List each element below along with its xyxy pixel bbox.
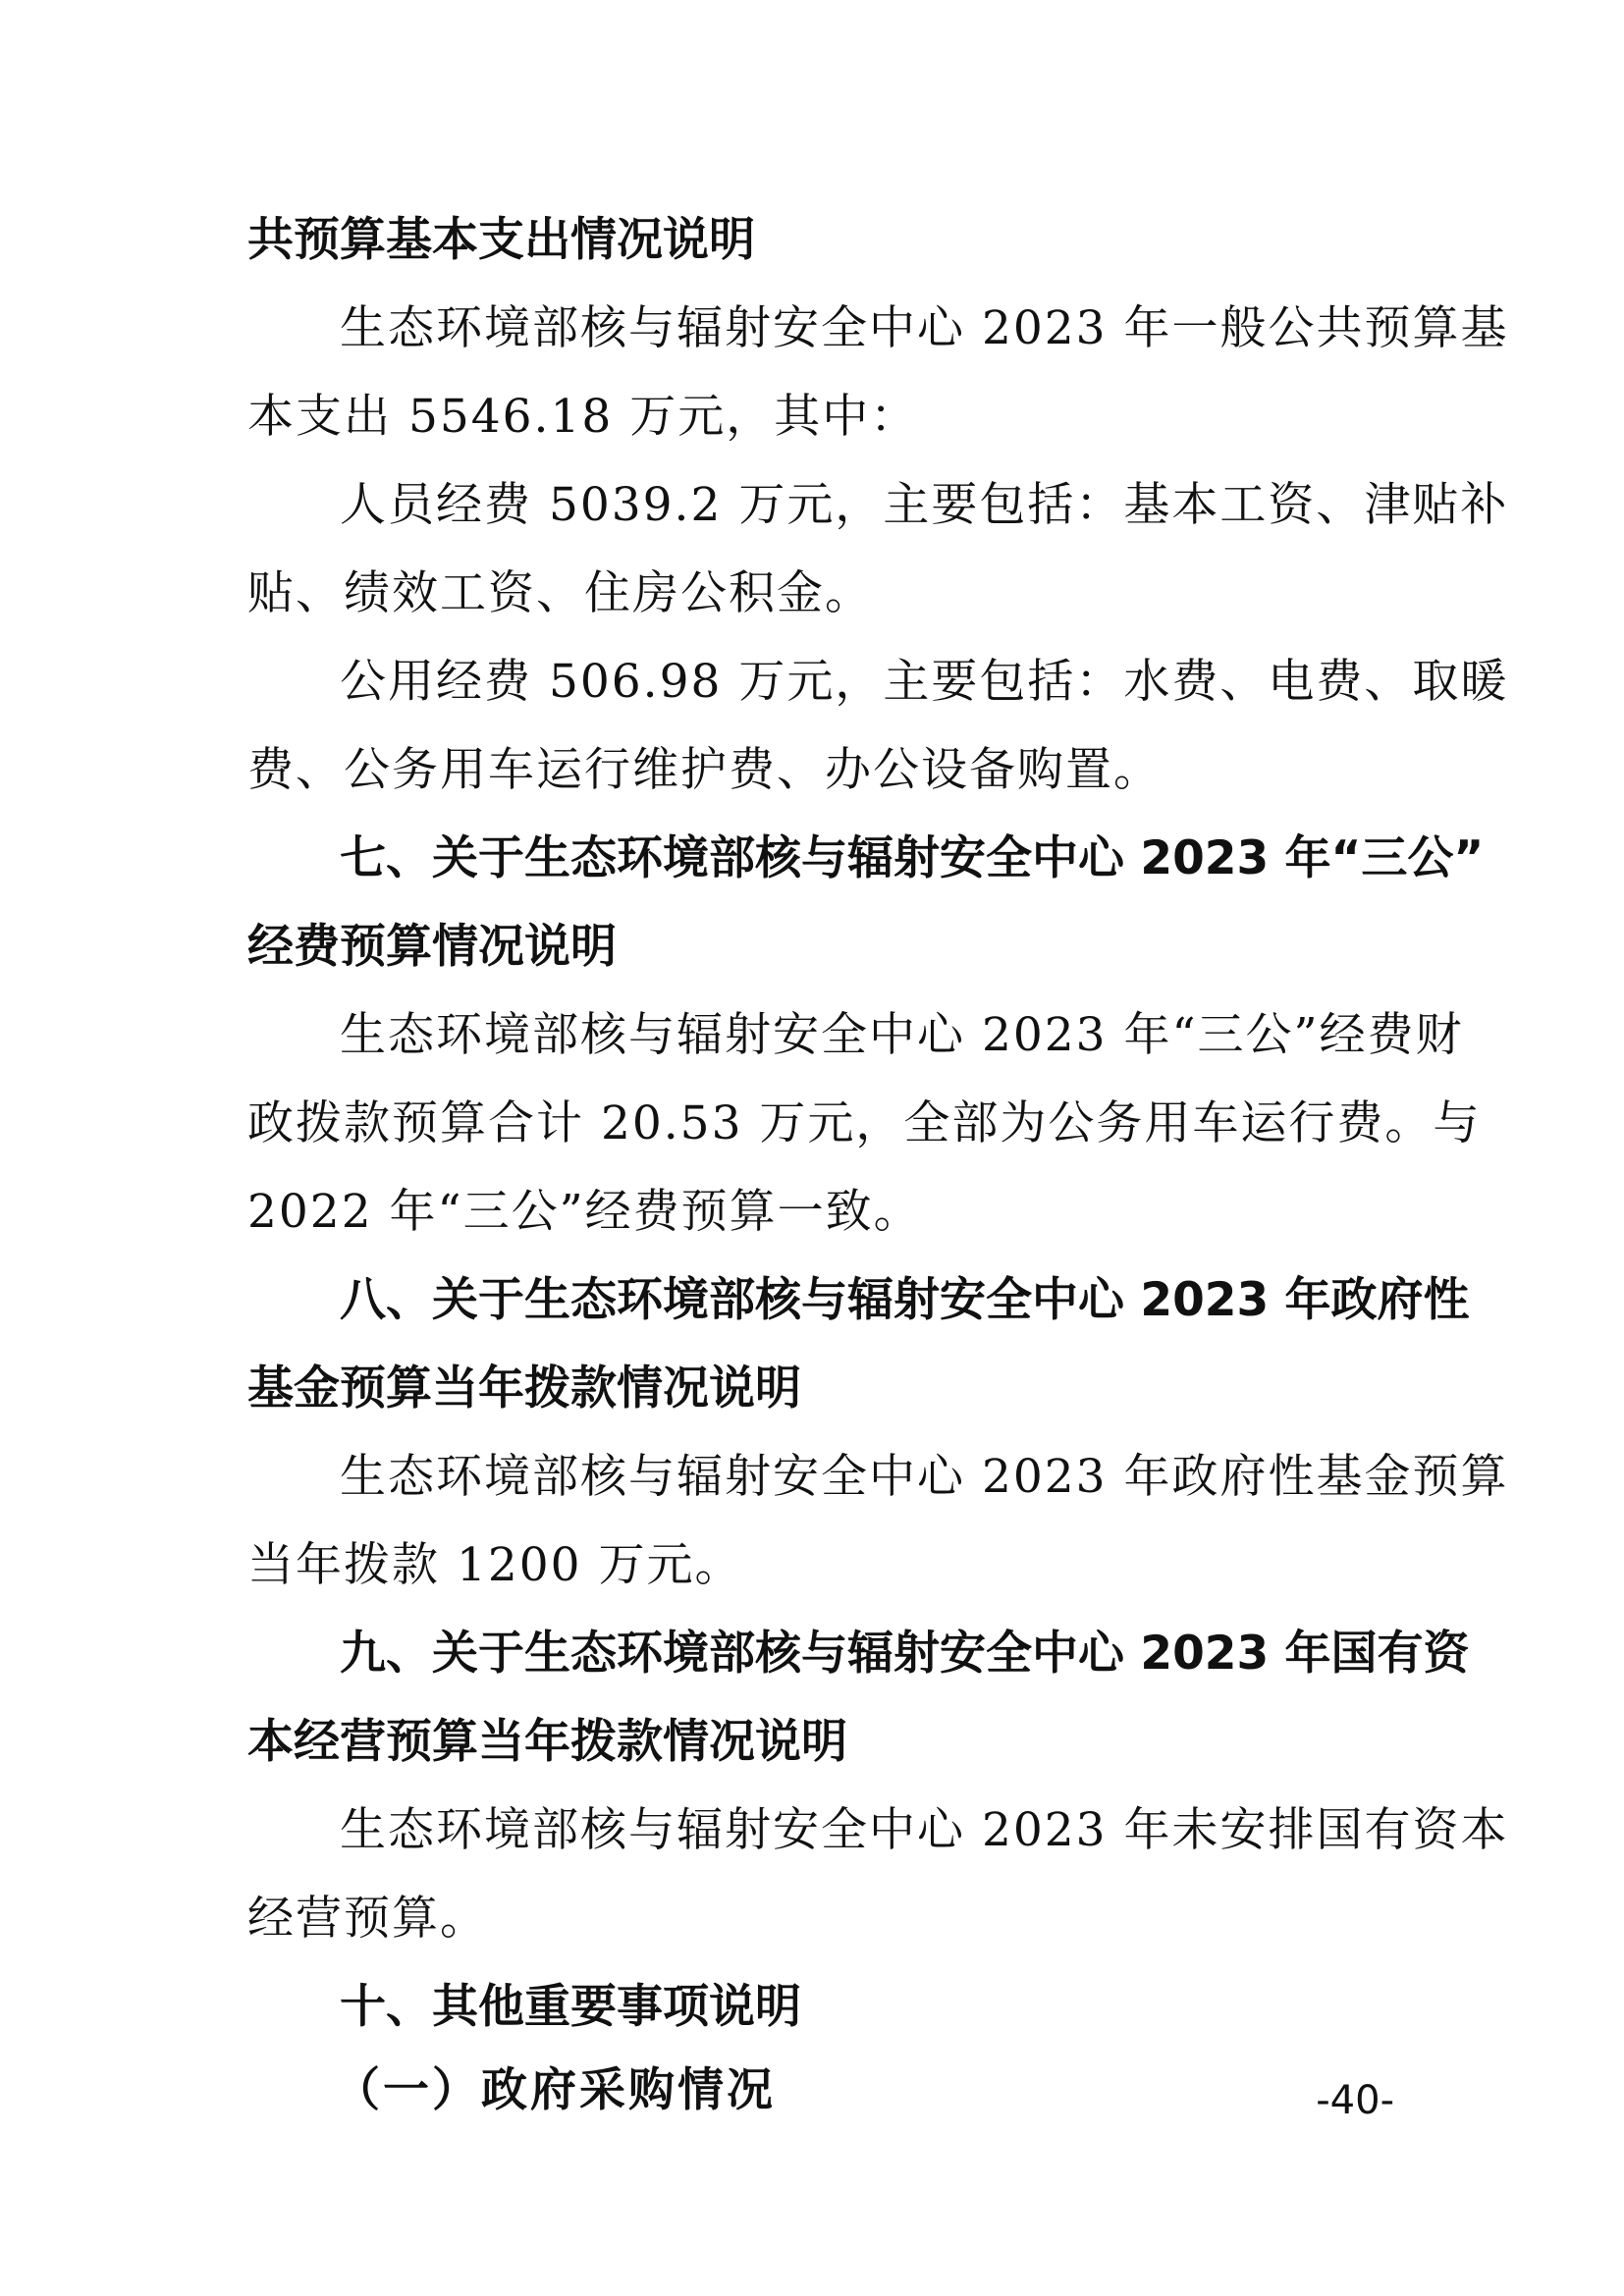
subsection-heading-procurement: （一）政府采购情况 [334,2063,776,2117]
paragraph-line: 生态环境部核与辐射安全中心 2023 年“三公”经费财 [340,1008,1464,1062]
paragraph-line: 当年拨款 1200 万元。 [247,1538,743,1592]
section-heading-seven: 七、关于生态环境部核与辐射安全中心 2023 年“三公” [340,831,1485,885]
section-heading-eight-cont: 基金预算当年拨款情况说明 [247,1362,801,1415]
paragraph-line: 本支出 5546.18 万元，其中： [247,390,919,444]
paragraph-line: 政拨款预算合计 20.53 万元，全部为公务用车运行费。与 [247,1096,1482,1150]
paragraph-line: 2022 年“三公”经费预算一致。 [247,1185,922,1239]
paragraph-line: 经营预算。 [247,1892,488,1946]
section-heading-nine: 九、关于生态环境部核与辐射安全中心 2023 年国有资 [340,1627,1470,1681]
paragraph-line: 费、公务用车运行维护费、办公设备购置。 [247,743,1162,797]
section-heading-nine-cont: 本经营预算当年拨款情况说明 [247,1715,847,1769]
paragraph-line: 公用经费 506.98 万元，主要包括：水费、电费、取暖 [340,655,1509,709]
section-heading-seven-cont: 经费预算情况说明 [247,920,617,974]
section-heading-continuation: 共预算基本支出情况说明 [247,213,755,267]
paragraph-line: 人员经费 5039.2 万元，主要包括：基本工资、津贴补 [340,478,1509,532]
page-number: -40- [1316,2078,1394,2123]
paragraph-line: 生态环境部核与辐射安全中心 2023 年政府性基金预算 [340,1450,1509,1504]
paragraph-line: 生态环境部核与辐射安全中心 2023 年未安排国有资本 [340,1803,1509,1857]
paragraph-line: 贴、绩效工资、住房公积金。 [247,566,873,620]
section-heading-eight: 八、关于生态环境部核与辐射安全中心 2023 年政府性 [340,1273,1470,1327]
section-heading-ten: 十、其他重要事项说明 [340,1980,801,2034]
paragraph-line: 生态环境部核与辐射安全中心 2023 年一般公共预算基 [340,301,1509,355]
